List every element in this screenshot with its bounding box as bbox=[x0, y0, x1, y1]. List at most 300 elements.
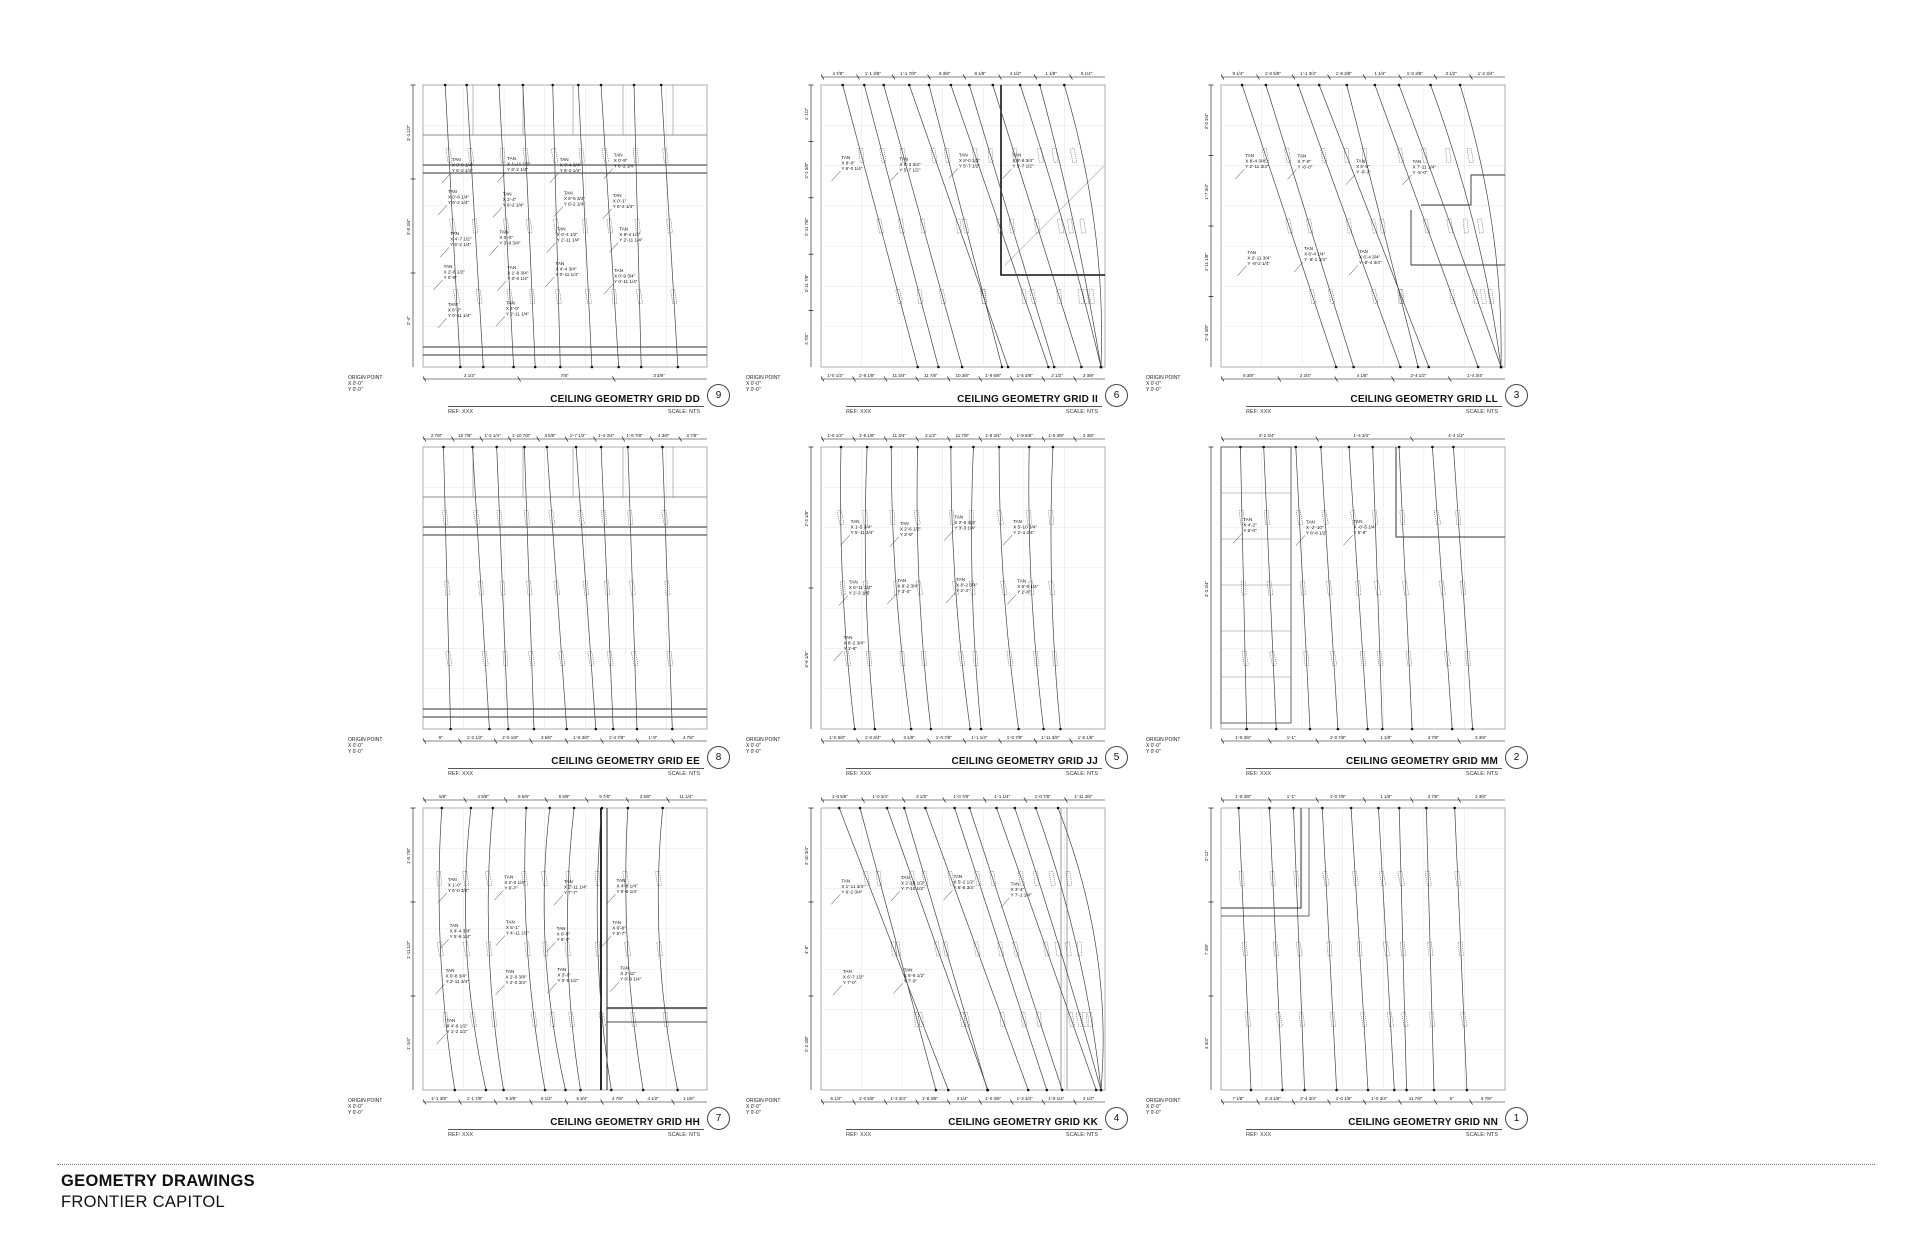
tan-callout bbox=[1294, 246, 1327, 272]
dimension-text: 1'-8 7/8" bbox=[626, 433, 643, 438]
node-point bbox=[492, 807, 495, 810]
tan-y-value: Y 7'-10 1/2" bbox=[900, 886, 925, 892]
dimension-text: 3 1/8" bbox=[916, 794, 928, 799]
arc-curve bbox=[1298, 85, 1400, 367]
node-point bbox=[1500, 366, 1503, 369]
wall-corner bbox=[1001, 85, 1105, 275]
dimension-text: 1'-0 7/8" bbox=[953, 794, 970, 799]
tan-y-value: Y 7'-1 1/4" bbox=[1010, 892, 1032, 898]
title-underline bbox=[1246, 1129, 1502, 1130]
dimension-text: 1'-1 3/8" bbox=[431, 1096, 448, 1101]
node-point bbox=[498, 84, 501, 87]
tan-x-value: X 8'-4 1/4" bbox=[1304, 251, 1326, 257]
wall-corner bbox=[1221, 808, 1301, 908]
leader-line bbox=[889, 172, 898, 182]
dimension-text: 4'-4 1/2" bbox=[1448, 433, 1465, 438]
tan-x-value: X 8'-3 3/4" bbox=[899, 161, 921, 167]
arc-curve bbox=[1270, 808, 1283, 1090]
tan-x-value: X 4'-4 3/4" bbox=[555, 266, 577, 272]
panel-number-badge: 7 bbox=[707, 1107, 730, 1130]
node-point bbox=[660, 84, 663, 87]
leader-line bbox=[604, 169, 613, 179]
tan-callout bbox=[442, 157, 474, 183]
arc-curve bbox=[576, 447, 596, 729]
dimension-text: 7 1/8" bbox=[1232, 1096, 1244, 1101]
sheet-title: GEOMETRY DRAWINGS bbox=[61, 1172, 255, 1190]
leader-line bbox=[434, 280, 443, 290]
dimension-text: 2'-0 1/8" bbox=[502, 735, 519, 740]
leader-line bbox=[949, 168, 958, 178]
node-point bbox=[1250, 1089, 1253, 1092]
node-point bbox=[1411, 728, 1414, 731]
scale-label: SCALE: NTS bbox=[1465, 1132, 1498, 1138]
dimension-text: 1'-0 3/8" bbox=[985, 1096, 1002, 1101]
arc-curve bbox=[843, 85, 921, 367]
tan-callout bbox=[890, 521, 922, 547]
panel-title: CEILING GEOMETRY GRID II bbox=[957, 394, 1098, 405]
tan-y-value: Y 0'-9 1/2" bbox=[557, 978, 579, 984]
arc-curve bbox=[601, 447, 613, 729]
tan-label: TAN bbox=[841, 155, 851, 161]
tan-label: TAN bbox=[556, 925, 566, 931]
leader-line bbox=[944, 530, 953, 540]
tan-y-value: Y 4'-11 1/2" bbox=[505, 930, 530, 936]
node-point bbox=[1027, 1089, 1030, 1092]
tan-x-value: X 1'-0" bbox=[447, 882, 462, 888]
leader-line bbox=[554, 895, 563, 905]
leader-line bbox=[831, 894, 840, 904]
node-point bbox=[1320, 446, 1323, 449]
tan-label: TAN bbox=[900, 875, 910, 881]
dimension-text: 1'-8 1/8" bbox=[858, 433, 875, 438]
side-dimension-text: 3 7/8" bbox=[804, 333, 809, 345]
dimension-text: 3 1/4" bbox=[956, 1096, 969, 1101]
tan-y-value: Y 2'-11 1/4" bbox=[556, 237, 581, 243]
dimension-text: 1'-4 7/8" bbox=[608, 735, 625, 740]
dimension-text: 1'-4 3/4" bbox=[598, 433, 615, 438]
node-point bbox=[1381, 728, 1384, 731]
node-point bbox=[916, 366, 919, 369]
node-point bbox=[600, 84, 603, 87]
tan-y-value: Y -8'-1 3/4" bbox=[1304, 257, 1327, 263]
tan-callout bbox=[607, 878, 639, 904]
tan-y-value: Y 3'-9 3/4" bbox=[499, 240, 521, 246]
dimension-text: 1'-11 3/8" bbox=[1041, 735, 1060, 740]
dimension-text: 4 7/8" bbox=[682, 735, 695, 740]
leader-line bbox=[545, 277, 554, 287]
drawing-panel-mm bbox=[1146, 417, 1546, 777]
leader-line bbox=[497, 172, 506, 182]
dimension-text: 5" bbox=[1449, 1096, 1454, 1101]
origin-point-label: ORIGIN POINT X 0'-0" Y 0'-0" bbox=[348, 737, 383, 755]
node-point bbox=[950, 446, 953, 449]
wall-corner bbox=[1396, 447, 1505, 537]
arc-curve bbox=[969, 85, 1054, 367]
dimension-text: 1'-8 1/4" bbox=[1048, 1096, 1065, 1101]
arc-curve bbox=[1015, 808, 1101, 1090]
dimension-text: 1'-0 7/8" bbox=[1329, 794, 1346, 799]
node-point bbox=[1451, 728, 1454, 731]
node-point bbox=[1275, 728, 1278, 731]
dimension-text: 1'-0 3/4" bbox=[872, 794, 889, 799]
leader-line bbox=[1233, 533, 1242, 543]
dimension-text: 3 7/8" bbox=[1427, 735, 1440, 740]
node-point bbox=[502, 1089, 505, 1092]
node-point bbox=[564, 1089, 567, 1092]
ref-label: REF: XXX bbox=[846, 409, 872, 415]
tan-x-value: X 8'-2 3/4" bbox=[897, 583, 919, 589]
leader-line bbox=[604, 284, 613, 294]
node-point bbox=[953, 807, 956, 810]
tan-y-value: Y -8'-2 1/4" bbox=[1247, 260, 1271, 266]
arc-curve bbox=[972, 447, 982, 729]
panel-number-badge: 9 bbox=[707, 384, 730, 407]
tan-x-value: X 1'-5 3/4" bbox=[850, 524, 872, 530]
dimension-text: 1'-9 5/8" bbox=[1016, 433, 1033, 438]
arc-curve bbox=[467, 85, 484, 367]
tan-label: TAN bbox=[958, 152, 968, 158]
tan-label: TAN bbox=[841, 878, 851, 884]
title-underline bbox=[448, 406, 704, 407]
tan-label: TAN bbox=[1356, 158, 1365, 164]
node-point bbox=[1001, 366, 1004, 369]
arc-curve bbox=[658, 808, 677, 1090]
arc-curve bbox=[634, 85, 641, 367]
arc-curve bbox=[1453, 447, 1472, 729]
arc-curve bbox=[1322, 808, 1336, 1090]
dimension-text: 9 1/4" bbox=[1232, 71, 1244, 76]
wall-step bbox=[1421, 175, 1505, 205]
side-dimension-text: 1'-11 1/8" bbox=[1204, 253, 1209, 272]
dimension-text: 1'-0 5/8" bbox=[831, 794, 848, 799]
node-point bbox=[1281, 1089, 1284, 1092]
tan-label: TAN bbox=[502, 191, 512, 197]
node-point bbox=[968, 84, 971, 87]
node-point bbox=[600, 446, 603, 449]
node-point bbox=[1466, 1089, 1469, 1092]
side-dimension-text: 2'-1 3/8" bbox=[804, 162, 809, 179]
dimension-text: 3 7/8" bbox=[686, 433, 698, 438]
panel-frame bbox=[423, 447, 707, 729]
node-point bbox=[841, 84, 844, 87]
leader-line bbox=[1403, 175, 1412, 185]
dimension-text: 1 1/8" bbox=[1045, 71, 1057, 76]
scale-label: SCALE: NTS bbox=[667, 409, 700, 415]
node-point bbox=[853, 728, 856, 731]
leader-line bbox=[547, 243, 556, 253]
node-point bbox=[573, 807, 576, 810]
tan-x-value: X 7'-0" bbox=[1297, 158, 1312, 164]
arc-curve bbox=[917, 447, 931, 729]
arc-annotation bbox=[1049, 871, 1056, 886]
dimension-text: 1'-8 3/8" bbox=[1335, 71, 1352, 76]
panel-title: CEILING GEOMETRY GRID HH bbox=[550, 1117, 700, 1128]
tan-label: TAN bbox=[505, 919, 515, 925]
node-point bbox=[916, 446, 919, 449]
tan-label: TAN bbox=[1245, 153, 1255, 159]
arc-curve bbox=[1064, 85, 1101, 367]
node-point bbox=[617, 366, 620, 369]
tan-y-value: Y 5'-6" bbox=[1353, 530, 1367, 536]
arc-annotation bbox=[1065, 942, 1071, 956]
node-point bbox=[1017, 728, 1020, 731]
arc-curve bbox=[1426, 808, 1434, 1090]
tan-y-value: Y 3'-3 1/4" bbox=[954, 525, 976, 531]
side-dimension-text: 2'-2 3/8" bbox=[804, 1035, 809, 1052]
tan-callout bbox=[438, 302, 472, 328]
dimension-text: 1'-3 1/2" bbox=[466, 735, 483, 740]
node-point bbox=[998, 446, 1001, 449]
leader-line bbox=[1349, 265, 1358, 275]
arc-curve bbox=[1375, 85, 1478, 367]
drawing-panel-dd bbox=[348, 55, 748, 415]
dimension-text: 3 1/2" bbox=[1445, 71, 1457, 76]
dimension-text: 3 3/8" bbox=[653, 373, 665, 378]
tan-y-value: Y 5'-7 1/2" bbox=[1012, 163, 1034, 169]
tan-y-value: Y 6'-2 1/4" bbox=[613, 163, 635, 169]
tan-y-value: Y 6'-0 3/4" bbox=[447, 887, 469, 893]
tan-callout bbox=[545, 261, 579, 287]
arc-curve bbox=[544, 808, 565, 1090]
dimension-text: 2 1/2" bbox=[925, 433, 937, 438]
side-dimension-text: 3'-3 3/4" bbox=[1204, 580, 1209, 597]
tan-callout bbox=[438, 189, 470, 215]
tan-label: TAN bbox=[559, 156, 569, 162]
node-point bbox=[1100, 1089, 1103, 1092]
arc-curve bbox=[864, 85, 938, 367]
side-dimension-text: 3 3/4" bbox=[1204, 1037, 1209, 1049]
leader-line bbox=[440, 247, 449, 257]
dimension-text: 3 3/8" bbox=[1082, 433, 1095, 438]
tan-x-value: X 2'-0 1/4" bbox=[504, 879, 526, 885]
side-dimension-text: 7 3/8" bbox=[1204, 943, 1209, 955]
ref-label: REF: XXX bbox=[846, 1132, 872, 1138]
node-point bbox=[1053, 366, 1056, 369]
tan-label: TAN bbox=[612, 192, 622, 198]
panel-number-badge: 8 bbox=[707, 746, 730, 769]
tan-y-value: Y 6'-2 1/4" bbox=[450, 242, 472, 248]
node-point bbox=[930, 728, 933, 731]
node-point bbox=[1318, 84, 1321, 87]
tan-callout bbox=[1001, 882, 1032, 908]
node-point bbox=[961, 366, 964, 369]
node-point bbox=[995, 807, 998, 810]
tan-y-value: Y 3'-0" bbox=[897, 588, 911, 594]
tan-y-value: Y 1'-8" bbox=[843, 646, 858, 652]
leader-line bbox=[607, 894, 616, 904]
arc-curve bbox=[1319, 85, 1429, 367]
tan-callout bbox=[602, 920, 626, 946]
arc-curve bbox=[1399, 808, 1406, 1090]
side-dimension-text: 3'-11 7/8" bbox=[804, 274, 809, 293]
tan-label: TAN bbox=[1412, 158, 1422, 164]
node-point bbox=[633, 84, 636, 87]
drawing-panel-ee bbox=[348, 417, 748, 777]
tan-y-value: Y 7'-7" bbox=[563, 890, 578, 896]
node-point bbox=[1452, 446, 1455, 449]
node-point bbox=[465, 84, 468, 87]
dimension-text: 1'-8 1/8" bbox=[1077, 735, 1094, 740]
origin-point-label: ORIGIN POINT X 0'-0" Y 0'-0" bbox=[746, 1098, 781, 1116]
arc-curve bbox=[597, 808, 611, 1090]
tan-callout bbox=[1344, 519, 1377, 545]
node-point bbox=[677, 366, 680, 369]
geometry-drawing-mm bbox=[1146, 417, 1546, 777]
tan-x-value: X 2'-11" bbox=[620, 971, 636, 977]
node-point bbox=[863, 84, 866, 87]
panel-frame bbox=[821, 85, 1105, 367]
node-point bbox=[1245, 728, 1248, 731]
tan-y-value: Y 0'-11 1/4" bbox=[555, 271, 579, 277]
node-point bbox=[838, 807, 841, 810]
arc-curve bbox=[444, 447, 451, 729]
tan-callout bbox=[554, 191, 586, 217]
tan-label: TAN bbox=[612, 920, 622, 926]
tan-y-value: Y 8'-8 1/2" bbox=[1306, 530, 1328, 536]
origin-point-label: ORIGIN POINT X 0'-0" Y 0'-0" bbox=[746, 375, 781, 393]
node-point bbox=[986, 1089, 989, 1092]
tan-label: TAN bbox=[1017, 578, 1027, 584]
tan-y-value: Y 0'-11 1/4" bbox=[447, 313, 472, 319]
dimension-text: 2 7/8" bbox=[430, 433, 443, 438]
node-point bbox=[454, 1089, 457, 1092]
tan-y-value: Y 6'-7" bbox=[504, 885, 518, 891]
dimension-text: 1'-0 3/4" bbox=[1371, 1096, 1388, 1101]
dimension-text: 5/8" bbox=[439, 794, 447, 799]
dimension-text: 11 1/4" bbox=[679, 794, 693, 799]
tan-x-value: X 8'-4 1/4" bbox=[619, 232, 641, 238]
leader-line bbox=[946, 593, 955, 603]
node-point bbox=[1366, 728, 1369, 731]
dimension-text: 3 5/8" bbox=[540, 735, 553, 740]
tan-x-value: X 8'-4 3/4" bbox=[1245, 158, 1267, 164]
dimension-text: 1'-0 7/8" bbox=[1006, 735, 1023, 740]
leader-line bbox=[609, 243, 618, 253]
diag-guide bbox=[1005, 165, 1105, 265]
node-point bbox=[992, 84, 995, 87]
leader-line bbox=[438, 205, 447, 215]
node-point bbox=[1059, 728, 1062, 731]
node-point bbox=[442, 446, 445, 449]
node-point bbox=[1405, 1089, 1408, 1092]
dimension-text: 10 7/8" bbox=[458, 433, 473, 438]
arc-annotation bbox=[1467, 148, 1473, 162]
arc-curve bbox=[1242, 85, 1336, 367]
geometry-drawing-ii bbox=[746, 55, 1146, 415]
tan-x-value: X 9'-8 3/4" bbox=[1012, 158, 1034, 164]
dimension-text: 3 3/8" bbox=[1475, 794, 1487, 799]
tan-label: TAN bbox=[449, 923, 459, 929]
dimension-text: 1'-11 3/8" bbox=[1074, 794, 1093, 799]
scale-label: SCALE: NTS bbox=[1065, 1132, 1098, 1138]
dimension-text: 1'-0 5/8" bbox=[1264, 71, 1281, 76]
arc-annotation bbox=[1080, 219, 1086, 233]
node-point bbox=[1061, 1089, 1064, 1092]
arc-curve bbox=[1264, 447, 1277, 729]
node-point bbox=[642, 1089, 645, 1092]
node-point bbox=[928, 84, 931, 87]
dimension-text: 1'-0 5/8" bbox=[829, 735, 846, 740]
tan-label: TAN bbox=[443, 263, 453, 269]
tan-callout bbox=[440, 231, 472, 257]
dimension-text: 1'-1 7/8" bbox=[900, 71, 917, 76]
dimension-text: 1'-4 3/4" bbox=[1467, 373, 1484, 378]
arc-curve bbox=[884, 85, 962, 367]
node-point bbox=[559, 366, 562, 369]
leader-line bbox=[494, 890, 503, 900]
side-dimension-text: 2'-10 3/4" bbox=[804, 846, 809, 865]
node-point bbox=[1309, 728, 1312, 731]
tan-y-value: Y 2'-0 3/4" bbox=[505, 979, 527, 985]
node-point bbox=[969, 728, 972, 731]
tan-callout bbox=[891, 875, 925, 901]
node-point bbox=[1477, 366, 1480, 369]
arc-curve bbox=[1040, 85, 1101, 367]
arc-annotation bbox=[1057, 219, 1064, 234]
node-point bbox=[575, 446, 578, 449]
tan-y-value: Y 6'-2 3/4" bbox=[841, 889, 863, 895]
dimension-text: 1'-2 3/4" bbox=[1016, 1096, 1033, 1101]
arc-curve bbox=[1431, 85, 1501, 367]
arc-curve bbox=[1379, 808, 1395, 1090]
tan-y-value: Y 6'-2 1/4" bbox=[507, 167, 529, 173]
node-point bbox=[1459, 84, 1462, 87]
arc-annotation bbox=[1082, 1012, 1087, 1026]
tan-x-value: X 4'-4 3/4" bbox=[449, 928, 471, 934]
tan-y-value: Y 5'-9 1/4" bbox=[449, 934, 471, 940]
leader-line bbox=[894, 983, 903, 993]
node-point bbox=[1335, 366, 1338, 369]
origin-point-label: ORIGIN POINT X 0'-0" Y 0'-0" bbox=[1146, 1098, 1181, 1116]
dimension-text: 1'-0 3/4" bbox=[864, 735, 881, 740]
tan-x-value: X 5'-2 1/2" bbox=[953, 879, 975, 885]
tan-label: TAN bbox=[620, 965, 630, 971]
panel-title: CEILING GEOMETRY GRID NN bbox=[1348, 1117, 1498, 1128]
tan-x-value: X 0'-9 3/4" bbox=[614, 273, 636, 279]
tan-callout bbox=[604, 268, 638, 294]
tan-y-value: Y 0'-6 1/4" bbox=[620, 976, 642, 982]
tan-y-value: Y 5'-7" bbox=[612, 931, 626, 937]
arc-curve bbox=[525, 808, 545, 1090]
side-dimension-text: 2'-11 7/8" bbox=[804, 217, 809, 236]
dimension-text: 1'-10 7/8" bbox=[511, 433, 531, 438]
arc-curve bbox=[626, 808, 643, 1090]
node-point bbox=[565, 728, 568, 731]
node-point bbox=[1063, 84, 1066, 87]
tan-callout bbox=[436, 968, 470, 994]
drawing-group bbox=[1204, 794, 1505, 1105]
tan-callout bbox=[496, 300, 530, 326]
dimension-text: 4 5/8" bbox=[477, 794, 489, 799]
arc-curve bbox=[661, 85, 678, 367]
drawing-group bbox=[406, 84, 707, 382]
dimension-text: 9 7/8" bbox=[599, 794, 611, 799]
node-point bbox=[1453, 807, 1456, 810]
tan-callout bbox=[834, 635, 866, 661]
node-point bbox=[1377, 807, 1380, 810]
dimension-text: 4 1/2" bbox=[1009, 71, 1022, 76]
tan-y-value: Y 5'-7 1/2" bbox=[899, 167, 921, 173]
leader-line bbox=[493, 207, 502, 217]
dimension-text: 3 3/8" bbox=[1475, 735, 1487, 740]
node-point bbox=[546, 446, 549, 449]
panel-frame bbox=[1221, 808, 1505, 1090]
drawing-panel-ii bbox=[746, 55, 1146, 415]
ref-label: REF: XXX bbox=[846, 771, 872, 777]
dimension-text: 1'-1" bbox=[1286, 794, 1296, 799]
tan-x-value: X 0'-4 3/4" bbox=[559, 162, 581, 168]
side-dimension-text: 1'-1/4" bbox=[406, 1037, 411, 1050]
